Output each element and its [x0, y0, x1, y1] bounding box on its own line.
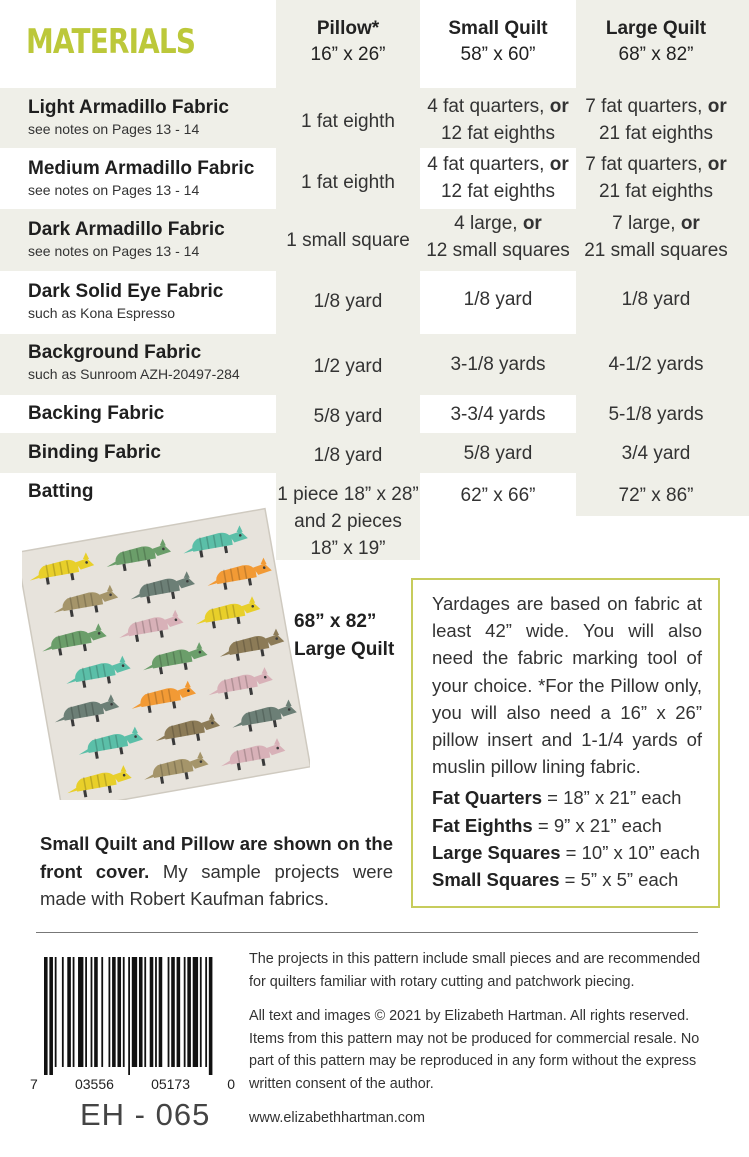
cell-text: 4-1/2 yards [608, 353, 704, 375]
column-size: 68” x 82” [618, 44, 694, 65]
barcode-digit-group: 7 [30, 1076, 38, 1092]
cell-line [427, 93, 569, 120]
row-label-text: Binding Fabric [28, 442, 161, 463]
barcode-digit-group: 03556 [74, 1076, 114, 1092]
cell-large-quilt [576, 284, 736, 314]
cell-line [454, 210, 542, 237]
quilt-caption [294, 608, 394, 664]
cell-or: or [707, 154, 727, 175]
barcode-digit-group: 0 [227, 1076, 235, 1092]
barcode-bar [177, 957, 181, 1067]
barcode-bar [49, 957, 53, 1075]
barcode-bar [184, 957, 186, 1067]
row-label-light-armadillo [28, 96, 229, 138]
row-label-note: such as Sunroom AZH-20497-284 [28, 366, 240, 382]
cell-small-quilt [420, 91, 576, 149]
column-size: 16” x 26” [310, 44, 386, 65]
cell-large-quilt [576, 480, 736, 510]
column-header-small-quilt [420, 16, 576, 68]
barcode-bar [55, 957, 57, 1067]
definition-fat-quarters [432, 784, 702, 811]
row-label-backing [28, 402, 164, 426]
barcode-bar [139, 957, 143, 1067]
barcode-bars [44, 957, 212, 1075]
column-header-large-quilt [576, 16, 736, 68]
cell-text: 1 piece 18” x 28” [277, 483, 419, 505]
barcode-bar [187, 957, 191, 1067]
cell-line [585, 151, 727, 178]
row-label-dark-solid-eye [28, 280, 223, 322]
cell-text: 1 small square [286, 229, 410, 251]
row-label-note: see notes on Pages 13 - 14 [28, 243, 200, 259]
cell-text: 3-1/8 yards [450, 353, 546, 375]
cell-pillow [276, 210, 420, 270]
cell-large-quilt [576, 91, 736, 149]
cell-text: 3/4 yard [621, 442, 691, 464]
cell-or: or [549, 96, 569, 117]
product-code: EH - 065 [80, 1097, 211, 1132]
row-label-text: Backing Fabric [28, 403, 165, 424]
barcode-bar [128, 957, 130, 1075]
row-label-text: Dark Armadillo Fabric [28, 219, 225, 240]
cell-text: 18” x 19” [310, 537, 386, 559]
barcode-bar [73, 957, 75, 1067]
cell-text: 7 fat quarters, [585, 96, 708, 117]
cell-line [612, 210, 700, 237]
column-header-pillow [276, 16, 420, 68]
cell-text: and 2 pieces [294, 510, 402, 532]
barcode-bar [67, 957, 71, 1067]
cell-pillow [276, 440, 420, 470]
column-name: Small Quilt [448, 18, 548, 39]
row-label-text: Dark Solid Eye Fabric [28, 281, 224, 302]
cell-text: 12 fat eighths [440, 181, 556, 202]
cell-text: 7 fat quarters, [585, 154, 708, 175]
cell-text: 21 fat eighths [598, 181, 714, 202]
barcode-bar [209, 957, 213, 1075]
definition-value: = 9” x 21” each [532, 814, 662, 836]
barcode-bar [101, 957, 103, 1067]
barcode-bar [205, 957, 207, 1067]
cell-text: 21 small squares [584, 240, 728, 261]
cell-text: 12 fat eighths [440, 123, 556, 144]
cell-small-quilt [420, 150, 576, 206]
row-label-note: such as Kona Espresso [28, 305, 176, 321]
barcode-digits [30, 1076, 235, 1092]
cell-pillow [276, 91, 420, 151]
cell-pillow [276, 286, 420, 316]
cell-text: 3-3/4 yards [450, 403, 546, 425]
yardage-notes-box [411, 578, 720, 908]
quilt-panel [22, 509, 310, 800]
definition-small-squares [432, 866, 702, 893]
row-label-note: see notes on Pages 13 - 14 [28, 121, 200, 137]
pillow-column-shading [276, 0, 420, 560]
cell-pillow [276, 351, 420, 381]
barcode-bar [168, 957, 170, 1067]
barcode-bar [144, 957, 146, 1067]
barcode-bar [123, 957, 125, 1067]
barcode-bar [91, 957, 93, 1067]
row-label-text: Light Armadillo Fabric [28, 97, 229, 118]
cell-large-quilt [576, 208, 736, 266]
barcode-bar [150, 957, 154, 1067]
cell-text: 1 fat eighth [300, 110, 396, 132]
divider [36, 932, 698, 933]
cell-text: 5/8 yard [313, 405, 383, 427]
cell-large-quilt [576, 349, 736, 379]
barcode-bar [132, 957, 137, 1067]
barcode [44, 957, 216, 1075]
cell-text: 4 fat quarters, [427, 96, 550, 117]
column-name: Large Quilt [605, 18, 707, 39]
barcode-bar [117, 957, 121, 1067]
cell-small-quilt [420, 284, 576, 314]
definition-term: Large Squares [432, 841, 561, 863]
cell-text: 5-1/8 yards [608, 403, 704, 425]
row-label-text: Medium Armadillo Fabric [28, 158, 255, 179]
materials-title: MATERIALS [26, 22, 196, 62]
front-cover-note [40, 830, 393, 913]
barcode-bar [85, 957, 87, 1067]
row-label-binding [28, 441, 161, 465]
cell-line [427, 151, 569, 178]
column-size: 58” x 60” [460, 44, 536, 65]
cell-text: 1/2 yard [313, 355, 383, 377]
cell-text: 5/8 yard [463, 442, 533, 464]
row-label-text: Background Fabric [28, 342, 202, 363]
definition-term: Fat Quarters [432, 787, 543, 809]
cell-text: 1 fat eighth [300, 171, 396, 193]
definition-term: Small Squares [432, 869, 560, 891]
cell-text: 72” x 86” [618, 484, 694, 506]
definition-value: = 5” x 5” each [559, 869, 679, 891]
barcode-bar [171, 957, 175, 1067]
skill-note: The projects in this pattern include small pieces and are recommended for quilters familiar with rotary cutting and patchwork piecing. [249, 951, 701, 990]
barcode-bar [94, 957, 98, 1067]
cell-text: 1/8 yard [313, 290, 383, 312]
definitions-list [432, 784, 702, 893]
cell-or: or [707, 96, 727, 117]
cell-text: 12 small squares [426, 240, 570, 261]
row-label-medium-armadillo [28, 157, 254, 199]
cell-small-quilt [420, 480, 576, 510]
large-quilt-image [22, 500, 310, 800]
definition-value: = 10” x 10” each [560, 841, 700, 863]
website-link[interactable]: www.elizabethhartman.com [249, 1110, 425, 1126]
cell-large-quilt [576, 150, 736, 206]
cell-text: 1/8 yard [463, 288, 533, 310]
barcode-bar [159, 957, 163, 1067]
barcode-bar [44, 957, 48, 1075]
barcode-bar [109, 957, 111, 1067]
cell-text: 7 large, [612, 213, 681, 234]
quilt-caption-size: 68” x 82” [294, 611, 377, 632]
row-label-background [28, 341, 240, 383]
cell-text: 1/8 yard [313, 444, 383, 466]
definition-large-squares [432, 839, 702, 866]
cell-small-quilt [420, 399, 576, 429]
cell-pillow [276, 152, 420, 212]
barcode-bar [200, 957, 202, 1067]
front-cover-note-text: My sample projects were made with Robert Kaufman fabrics. [40, 860, 394, 909]
row-label-dark-armadillo [28, 218, 225, 260]
cell-or: or [680, 213, 700, 234]
definition-value: = 18” x 21” each [542, 787, 682, 809]
cell-large-quilt [576, 399, 736, 429]
cell-or: or [549, 154, 569, 175]
yardage-notes-text: Yardages are based on fabric at least 42” wide. You will also need the fabric marking tool of your choice. *For the Pillow only, you will also need a 16” x 26” pillow insert and 1-1/4 yards of muslin pillow lining fabric. [432, 593, 702, 778]
barcode-bar [78, 957, 83, 1067]
column-name: Pillow* [316, 18, 380, 39]
cell-small-quilt [420, 208, 576, 266]
row-label-note: see notes on Pages 13 - 14 [28, 182, 200, 198]
copyright-notice: All text and images © 2021 by Elizabeth Hartman. All rights reserved. Items from this pattern may not be produced for commercial resale. No part of this pattern may be reproduced in any form without the express written consent of the author. [249, 1008, 700, 1092]
cell-pillow [276, 401, 420, 431]
front-cover-note-bold: Small Quilt and Pillow are shown on the front cover. [40, 833, 393, 882]
barcode-digit-group: 05173 [151, 1076, 191, 1092]
barcode-bar [62, 957, 64, 1067]
cell-text: 4 large, [454, 213, 523, 234]
barcode-bar [112, 957, 116, 1067]
definition-term: Fat Eighths [432, 814, 533, 836]
cell-text: 62” x 66” [460, 484, 536, 506]
cell-line [585, 93, 727, 120]
cell-text: 1/8 yard [621, 288, 691, 310]
cell-text: 21 fat eighths [598, 123, 714, 144]
cell-text: 4 fat quarters, [427, 154, 550, 175]
cell-small-quilt [420, 438, 576, 468]
quilt-caption-label: Large Quilt [294, 639, 395, 660]
definition-fat-eighths [432, 812, 702, 839]
barcode-bar [193, 957, 198, 1067]
barcode-bar [155, 957, 157, 1067]
cell-or: or [522, 213, 542, 234]
cell-small-quilt [420, 349, 576, 379]
row-label-text: Batting [28, 481, 94, 502]
cell-large-quilt [576, 438, 736, 468]
